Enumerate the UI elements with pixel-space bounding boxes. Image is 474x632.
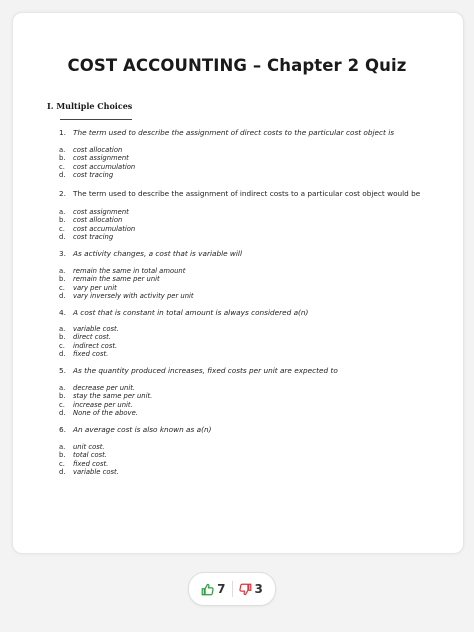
option: b. direct cost. bbox=[59, 333, 112, 342]
options-2 bbox=[59, 208, 135, 241]
upvote-button[interactable] bbox=[195, 582, 231, 596]
question-6 bbox=[59, 425, 211, 434]
question-text: The term used to describe the assignment of direct costs to the particular cost object is bbox=[73, 128, 395, 137]
thumbs-up-icon bbox=[201, 583, 214, 596]
option: a. variable cost. bbox=[59, 325, 119, 333]
question-text: As activity changes, a cost that is variable will bbox=[73, 249, 242, 258]
section-underline bbox=[60, 119, 132, 120]
question-number: 1. bbox=[59, 128, 66, 137]
option: c. vary per unit bbox=[59, 283, 117, 292]
question-number: 5. bbox=[59, 366, 66, 375]
option: b. stay the same per unit. bbox=[59, 392, 153, 401]
option: a. unit cost. bbox=[59, 443, 105, 451]
upvote-count: 7 bbox=[217, 582, 226, 596]
option: d. cost tracing bbox=[59, 170, 114, 179]
question-4 bbox=[59, 308, 308, 317]
option: c. increase per unit. bbox=[59, 400, 133, 409]
option: a. cost assignment bbox=[59, 208, 129, 216]
section-heading: I. Multiple Choices bbox=[47, 101, 133, 111]
question-number: 4. bbox=[59, 308, 66, 317]
page-title: COST ACCOUNTING – Chapter 2 Quiz bbox=[67, 56, 407, 75]
option: c. cost accumulation bbox=[59, 162, 136, 171]
option: c. cost accumulation bbox=[59, 224, 136, 233]
option: a. remain the same in total amount bbox=[59, 267, 186, 275]
options-3 bbox=[59, 267, 194, 300]
question-3 bbox=[59, 249, 242, 258]
option: d. vary inversely with activity per unit bbox=[59, 291, 194, 300]
option: b. cost assignment bbox=[59, 154, 129, 163]
downvote-button[interactable] bbox=[233, 582, 269, 596]
option: c. indirect cost. bbox=[59, 341, 118, 350]
question-5 bbox=[59, 366, 338, 375]
question-text: The term used to describe the assignment of indirect costs to a particular cost object would be bbox=[73, 189, 421, 198]
option: b. remain the same per unit bbox=[59, 275, 160, 284]
options-4 bbox=[59, 325, 119, 358]
question-number: 6. bbox=[59, 425, 66, 434]
question-text: An average cost is also known as a(n) bbox=[73, 425, 212, 434]
question-1 bbox=[59, 128, 394, 137]
option: d. variable cost. bbox=[59, 467, 119, 476]
option: c. fixed cost. bbox=[59, 459, 109, 468]
option: d. fixed cost. bbox=[59, 349, 109, 358]
option: a. decrease per unit. bbox=[59, 384, 136, 392]
option: d. None of the above. bbox=[59, 408, 138, 417]
options-6 bbox=[59, 443, 119, 476]
option: b. total cost. bbox=[59, 451, 107, 460]
thumbs-down-icon bbox=[239, 583, 252, 596]
question-number: 3. bbox=[59, 249, 66, 258]
option: a. cost allocation bbox=[59, 146, 123, 154]
option: d. cost tracing bbox=[59, 232, 114, 241]
question-number: 2. bbox=[59, 189, 66, 198]
question-text: A cost that is constant in total amount is always considered a(n) bbox=[73, 308, 309, 317]
options-1 bbox=[59, 146, 135, 179]
question-text: As the quantity produced increases, fixed costs per unit are expected to bbox=[73, 366, 338, 375]
question-2 bbox=[59, 189, 420, 198]
vote-bar bbox=[188, 572, 276, 606]
option: b. cost allocation bbox=[59, 216, 123, 225]
downvote-count: 3 bbox=[254, 582, 263, 596]
options-5 bbox=[59, 384, 152, 417]
